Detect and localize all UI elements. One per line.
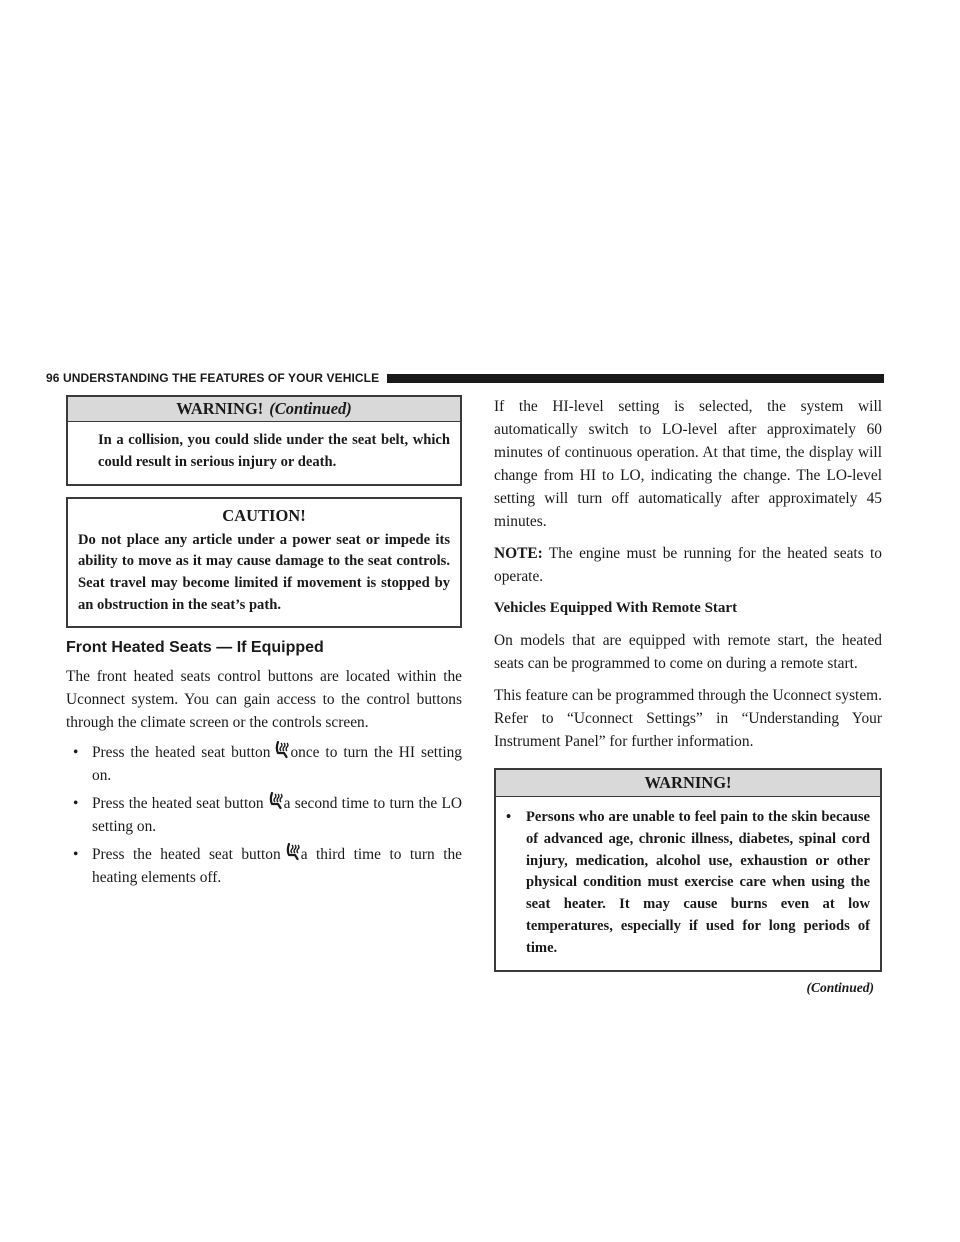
- warning-continued-header: [68, 397, 460, 422]
- warning-title: WARNING!: [176, 399, 264, 418]
- step-text-before: Press the heated seat button: [92, 845, 281, 863]
- step-text-after: a third time to turn the heating elements off.: [92, 845, 462, 886]
- heated-seat-icon: [273, 741, 289, 759]
- step-text-after: once to turn the HI setting on.: [92, 743, 463, 784]
- remote-start-paragraph-2: This feature can be programmed through the Uconnect system. Refer to “Uconnect Settings” in “Understanding Your Instrument Panel” for further information.: [494, 687, 882, 750]
- warning-title: WARNING!: [496, 770, 880, 797]
- list-item: [66, 741, 462, 787]
- caution-text: Do not place any article under a power seat or impede its ability to move as it may cause damage to the seat controls. Seat travel may become limited if movement is stopped by an obstruction in the seat’s path.: [78, 531, 450, 613]
- continued-footer: (Continued): [806, 979, 874, 995]
- warning-bullet-text: Persons who are unable to feel pain to the skin because of advanced age, chronic illness, diabetes, spinal cord injury, medication, alcohol use, exhaustion or other physical condition must exercise care when using the seat heater. It may cause burns even at low temperatures, especially if used for long periods of time.: [526, 809, 870, 956]
- header-title: UNDERSTANDING THE FEATURES OF YOUR VEHICLE: [63, 371, 380, 385]
- note-label: NOTE:: [494, 545, 543, 562]
- heated-seat-icon: [267, 792, 283, 810]
- step-text-before: Press the heated seat button: [92, 743, 271, 761]
- warning-continued-box: [66, 395, 462, 486]
- bullet-dot: •: [73, 743, 79, 761]
- step-text-before: Press the heated seat button: [92, 794, 264, 812]
- note-paragraph: [494, 542, 882, 588]
- caution-box: [66, 497, 462, 628]
- heated-seats-intro: The front heated seats control buttons are located within the Uconnect system. You can gain access to the control buttons through the climate screen or the controls screen.: [66, 667, 462, 731]
- warning-continued-text: In a collision, you could slide under the seat belt, which could result in serious injury or death.: [98, 432, 450, 470]
- warning-body: [496, 797, 880, 970]
- warning-continued-label: (Continued): [269, 399, 352, 418]
- header-rule: [387, 374, 884, 383]
- remote-start-subheading: Vehicles Equipped With Remote Start: [494, 600, 738, 616]
- step-text-after: a second time to turn the LO setting on.: [92, 794, 463, 835]
- list-item: [66, 843, 462, 889]
- remote-start-paragraph-1: On models that are equipped with remote start, the heated seats can be programmed to come on during a remote start.: [494, 632, 882, 672]
- page-header: [46, 371, 884, 385]
- caution-title: CAUTION!: [68, 499, 460, 528]
- right-column: [494, 395, 882, 996]
- heated-seat-steps: [66, 741, 462, 889]
- warning-box: [494, 768, 882, 972]
- left-column: [66, 395, 462, 894]
- warning-list: [504, 807, 870, 960]
- list-item: [504, 807, 870, 960]
- hi-level-paragraph: If the HI-level setting is selected, the system will automatically switch to LO-level after approximately 60 minutes of continuous operation. At that time, the display will change from HI to LO, indicating the change. The LO-level setting will turn off automatically after approximately 45 minutes.: [494, 398, 882, 530]
- running-head: [46, 371, 379, 385]
- heated-seat-icon: [284, 843, 300, 861]
- bullet-dot: •: [73, 794, 79, 812]
- bullet-dot: •: [73, 845, 79, 863]
- note-text: The engine must be running for the heated seats to operate.: [494, 545, 882, 585]
- section-heading: Front Heated Seats — If Equipped: [66, 638, 324, 656]
- page-number: 96: [46, 371, 60, 385]
- list-item: [66, 792, 462, 838]
- bullet-dot: •: [506, 809, 512, 825]
